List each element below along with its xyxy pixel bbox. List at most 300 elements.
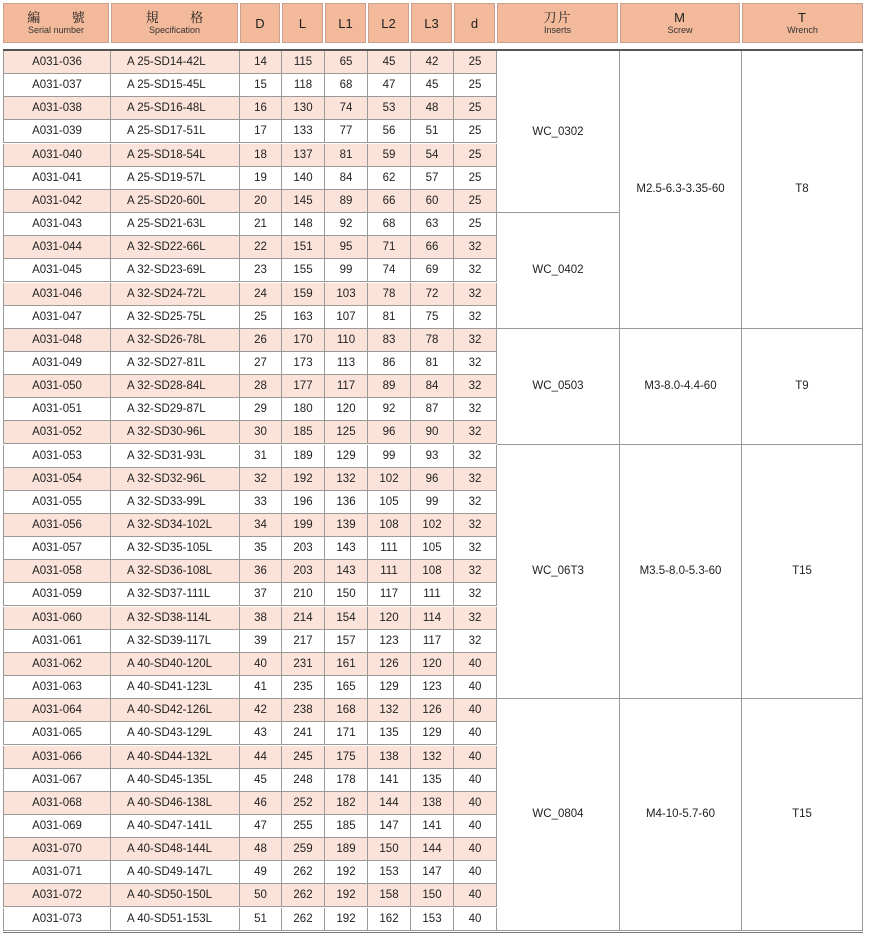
D-cell: 34 <box>240 514 282 537</box>
header-L3 <box>411 3 452 43</box>
D-cell: 18 <box>240 144 282 167</box>
D-cell: 44 <box>240 746 282 769</box>
d-cell: 40 <box>454 746 497 769</box>
specification-cell: A 32-SD33-99L <box>111 491 240 514</box>
specification-cell: A 25-SD16-48L <box>111 97 240 120</box>
wrench-group <box>742 445 863 700</box>
L2-cell: 56 <box>368 120 411 143</box>
L2-cell: 68 <box>368 213 411 236</box>
table-row <box>3 97 497 120</box>
d-cell: 32 <box>454 329 497 352</box>
D-cell: 41 <box>240 676 282 699</box>
header-L1-label: L1 <box>338 15 353 31</box>
L2-cell: 150 <box>368 838 411 861</box>
d-cell: 40 <box>454 792 497 815</box>
L2-cell: 120 <box>368 607 411 630</box>
L-cell: 262 <box>282 884 325 907</box>
d-cell: 32 <box>454 537 497 560</box>
L3-cell: 45 <box>411 74 454 97</box>
header-screw-sub: Screw <box>667 25 693 35</box>
L1-cell: 107 <box>325 306 368 329</box>
L3-cell: 138 <box>411 792 454 815</box>
D-cell: 46 <box>240 792 282 815</box>
L-cell: 196 <box>282 491 325 514</box>
L-cell: 231 <box>282 653 325 676</box>
D-cell: 50 <box>240 884 282 907</box>
header-screw <box>620 3 740 43</box>
L-cell: 151 <box>282 236 325 259</box>
L3-cell: 99 <box>411 491 454 514</box>
d-cell: 40 <box>454 861 497 884</box>
specification-cell: A 40-SD47-141L <box>111 815 240 838</box>
specification-cell: A 25-SD15-45L <box>111 74 240 97</box>
specification-cell: A 40-SD43-129L <box>111 722 240 745</box>
d-cell: 32 <box>454 560 497 583</box>
serial-number-cell: A031-065 <box>3 722 111 745</box>
d-cell: 40 <box>454 838 497 861</box>
D-cell: 32 <box>240 468 282 491</box>
table-row <box>3 491 497 514</box>
L1-cell: 182 <box>325 792 368 815</box>
wrench-group-label: T15 <box>792 808 812 821</box>
L-cell: 170 <box>282 329 325 352</box>
table-row <box>3 445 497 468</box>
specification-cell: A 25-SD19-57L <box>111 167 240 190</box>
header-L <box>282 3 323 43</box>
d-cell: 40 <box>454 676 497 699</box>
L-cell: 255 <box>282 815 325 838</box>
specification-cell: A 32-SD34-102L <box>111 514 240 537</box>
D-cell: 21 <box>240 213 282 236</box>
D-cell: 25 <box>240 306 282 329</box>
serial-number-cell: A031-070 <box>3 838 111 861</box>
specification-cell: A 32-SD23-69L <box>111 259 240 282</box>
L3-cell: 48 <box>411 97 454 120</box>
table-row <box>3 352 497 375</box>
L3-cell: 120 <box>411 653 454 676</box>
L2-cell: 111 <box>368 537 411 560</box>
specification-cell: A 32-SD36-108L <box>111 560 240 583</box>
serial-number-cell: A031-067 <box>3 769 111 792</box>
table-row <box>3 167 497 190</box>
table-row <box>3 283 497 306</box>
L-cell: 248 <box>282 769 325 792</box>
L2-cell: 138 <box>368 746 411 769</box>
D-cell: 22 <box>240 236 282 259</box>
L1-cell: 150 <box>325 583 368 606</box>
serial-number-cell: A031-047 <box>3 306 111 329</box>
header-wrench-sub: Wrench <box>787 25 818 35</box>
D-cell: 47 <box>240 815 282 838</box>
D-cell: 35 <box>240 537 282 560</box>
L1-cell: 68 <box>325 74 368 97</box>
D-cell: 17 <box>240 120 282 143</box>
header-inserts-main: 刀片 <box>543 10 572 25</box>
specification-cell: A 32-SD32-96L <box>111 468 240 491</box>
specification-cell: A 40-SD46-138L <box>111 792 240 815</box>
serial-number-cell: A031-045 <box>3 259 111 282</box>
header-spec-main: 規 格 <box>145 10 218 25</box>
L3-cell: 114 <box>411 607 454 630</box>
L3-cell: 81 <box>411 352 454 375</box>
L2-cell: 111 <box>368 560 411 583</box>
L3-cell: 42 <box>411 51 454 74</box>
table-row <box>3 583 497 606</box>
serial-number-cell: A031-048 <box>3 329 111 352</box>
inserts-group <box>497 445 620 700</box>
L1-cell: 132 <box>325 468 368 491</box>
header-L2-label: L2 <box>381 15 396 31</box>
table-row <box>3 421 497 444</box>
table-row <box>3 769 497 792</box>
d-cell: 32 <box>454 607 497 630</box>
table-row <box>3 908 497 931</box>
L-cell: 199 <box>282 514 325 537</box>
header-D <box>240 3 280 43</box>
specification-cell: A 25-SD17-51L <box>111 120 240 143</box>
header-d <box>454 3 495 43</box>
L3-cell: 96 <box>411 468 454 491</box>
inserts-group <box>497 51 620 213</box>
L-cell: 173 <box>282 352 325 375</box>
L3-cell: 105 <box>411 537 454 560</box>
inserts-group-label: WC_0302 <box>532 125 584 138</box>
specification-cell: A 32-SD31-93L <box>111 445 240 468</box>
table-row <box>3 607 497 630</box>
serial-number-cell: A031-049 <box>3 352 111 375</box>
d-cell: 32 <box>454 398 497 421</box>
inserts-group-label: WC_06T3 <box>532 565 584 578</box>
L1-cell: 143 <box>325 560 368 583</box>
L2-cell: 99 <box>368 445 411 468</box>
L-cell: 115 <box>282 51 325 74</box>
D-cell: 16 <box>240 97 282 120</box>
L3-cell: 66 <box>411 236 454 259</box>
table-row <box>3 398 497 421</box>
serial-number-cell: A031-052 <box>3 421 111 444</box>
L3-cell: 72 <box>411 283 454 306</box>
L1-cell: 185 <box>325 815 368 838</box>
L1-cell: 99 <box>325 259 368 282</box>
L3-cell: 102 <box>411 514 454 537</box>
L2-cell: 45 <box>368 51 411 74</box>
L3-cell: 144 <box>411 838 454 861</box>
inserts-group-label: WC_0804 <box>532 808 584 821</box>
serial-number-cell: A031-042 <box>3 190 111 213</box>
serial-number-cell: A031-055 <box>3 491 111 514</box>
L1-cell: 77 <box>325 120 368 143</box>
header-wrench <box>742 3 863 43</box>
d-cell: 25 <box>454 167 497 190</box>
d-cell: 40 <box>454 769 497 792</box>
table-row <box>3 537 497 560</box>
L-cell: 133 <box>282 120 325 143</box>
L1-cell: 65 <box>325 51 368 74</box>
table-row <box>3 329 497 352</box>
serial-number-cell: A031-073 <box>3 908 111 931</box>
L3-cell: 87 <box>411 398 454 421</box>
specification-cell: A 32-SD35-105L <box>111 537 240 560</box>
D-cell: 20 <box>240 190 282 213</box>
L1-cell: 157 <box>325 630 368 653</box>
table-row <box>3 722 497 745</box>
L3-cell: 123 <box>411 676 454 699</box>
table-row <box>3 884 497 907</box>
L-cell: 214 <box>282 607 325 630</box>
L3-cell: 57 <box>411 167 454 190</box>
L3-cell: 150 <box>411 884 454 907</box>
specification-cell: A 40-SD42-126L <box>111 699 240 722</box>
L2-cell: 162 <box>368 908 411 931</box>
D-cell: 24 <box>240 283 282 306</box>
specification-cell: A 25-SD21-63L <box>111 213 240 236</box>
L1-cell: 129 <box>325 445 368 468</box>
L3-cell: 78 <box>411 329 454 352</box>
table-row <box>3 514 497 537</box>
wrench-group <box>742 329 863 445</box>
d-cell: 40 <box>454 815 497 838</box>
L1-cell: 192 <box>325 884 368 907</box>
screw-group-label: M4-10-5.7-60 <box>645 808 716 821</box>
L2-cell: 141 <box>368 769 411 792</box>
L1-cell: 143 <box>325 537 368 560</box>
specification-cell: A 32-SD28-84L <box>111 375 240 398</box>
header-specification <box>111 3 238 43</box>
L-cell: 155 <box>282 259 325 282</box>
d-cell: 25 <box>454 190 497 213</box>
L1-cell: 178 <box>325 769 368 792</box>
specification-cell: A 25-SD14-42L <box>111 51 240 74</box>
D-cell: 49 <box>240 861 282 884</box>
L3-cell: 69 <box>411 259 454 282</box>
serial-number-cell: A031-058 <box>3 560 111 583</box>
header-serial-sub: Serial number <box>27 25 85 35</box>
d-cell: 32 <box>454 491 497 514</box>
table-row <box>3 861 497 884</box>
table-row <box>3 120 497 143</box>
inserts-group <box>497 329 620 445</box>
L-cell: 145 <box>282 190 325 213</box>
screw-group <box>620 445 742 700</box>
D-cell: 51 <box>240 908 282 931</box>
L2-cell: 81 <box>368 306 411 329</box>
L3-cell: 153 <box>411 908 454 931</box>
specification-cell: A 40-SD51-153L <box>111 908 240 931</box>
header-L2 <box>368 3 409 43</box>
L2-cell: 102 <box>368 468 411 491</box>
inserts-group <box>497 213 620 329</box>
L3-cell: 108 <box>411 560 454 583</box>
table-row <box>3 815 497 838</box>
serial-number-cell: A031-043 <box>3 213 111 236</box>
table-row <box>3 792 497 815</box>
L3-cell: 135 <box>411 769 454 792</box>
d-cell: 40 <box>454 722 497 745</box>
L3-cell: 129 <box>411 722 454 745</box>
serial-number-cell: A031-053 <box>3 445 111 468</box>
L1-cell: 117 <box>325 375 368 398</box>
table-row <box>3 838 497 861</box>
header-inserts-sub: Inserts <box>543 25 571 35</box>
serial-number-cell: A031-037 <box>3 74 111 97</box>
D-cell: 33 <box>240 491 282 514</box>
table-row <box>3 630 497 653</box>
d-cell: 25 <box>454 144 497 167</box>
d-cell: 25 <box>454 120 497 143</box>
d-cell: 32 <box>454 306 497 329</box>
d-cell: 32 <box>454 583 497 606</box>
inserts-group <box>497 699 620 931</box>
header-D-label: D <box>255 15 265 31</box>
serial-number-cell: A031-069 <box>3 815 111 838</box>
L2-cell: 144 <box>368 792 411 815</box>
D-cell: 15 <box>240 74 282 97</box>
d-cell: 32 <box>454 352 497 375</box>
screw-group-label: M2.5-6.3-3.35-60 <box>636 183 725 196</box>
specification-cell: A 32-SD25-75L <box>111 306 240 329</box>
serial-number-cell: A031-057 <box>3 537 111 560</box>
d-cell: 32 <box>454 514 497 537</box>
L1-cell: 92 <box>325 213 368 236</box>
L3-cell: 63 <box>411 213 454 236</box>
L-cell: 192 <box>282 468 325 491</box>
L2-cell: 158 <box>368 884 411 907</box>
specification-cell: A 25-SD20-60L <box>111 190 240 213</box>
wrench-group-label: T9 <box>795 380 809 393</box>
L1-cell: 165 <box>325 676 368 699</box>
L-cell: 259 <box>282 838 325 861</box>
D-cell: 27 <box>240 352 282 375</box>
specification-cell: A 32-SD22-66L <box>111 236 240 259</box>
header-inserts <box>497 3 618 43</box>
d-cell: 25 <box>454 74 497 97</box>
L1-cell: 103 <box>325 283 368 306</box>
L-cell: 180 <box>282 398 325 421</box>
L1-cell: 95 <box>325 236 368 259</box>
D-cell: 40 <box>240 653 282 676</box>
specification-cell: A 32-SD27-81L <box>111 352 240 375</box>
serial-number-cell: A031-060 <box>3 607 111 630</box>
d-cell: 25 <box>454 51 497 74</box>
L3-cell: 93 <box>411 445 454 468</box>
L1-cell: 110 <box>325 329 368 352</box>
L1-cell: 120 <box>325 398 368 421</box>
serial-number-cell: A031-040 <box>3 144 111 167</box>
L2-cell: 132 <box>368 699 411 722</box>
L1-cell: 168 <box>325 699 368 722</box>
wrench-group <box>742 699 863 931</box>
D-cell: 36 <box>240 560 282 583</box>
screw-group-label: M3.5-8.0-5.3-60 <box>639 565 722 578</box>
L-cell: 245 <box>282 746 325 769</box>
serial-number-cell: A031-056 <box>3 514 111 537</box>
D-cell: 14 <box>240 51 282 74</box>
L1-cell: 136 <box>325 491 368 514</box>
L2-cell: 135 <box>368 722 411 745</box>
L-cell: 185 <box>282 421 325 444</box>
d-cell: 40 <box>454 908 497 931</box>
L-cell: 203 <box>282 537 325 560</box>
L-cell: 118 <box>282 74 325 97</box>
table-row <box>3 375 497 398</box>
L2-cell: 66 <box>368 190 411 213</box>
L3-cell: 126 <box>411 699 454 722</box>
header-L-label: L <box>298 15 307 31</box>
L1-cell: 84 <box>325 167 368 190</box>
serial-number-cell: A031-039 <box>3 120 111 143</box>
specification-cell: A 32-SD39-117L <box>111 630 240 653</box>
L2-cell: 108 <box>368 514 411 537</box>
L1-cell: 189 <box>325 838 368 861</box>
D-cell: 37 <box>240 583 282 606</box>
specification-cell: A 40-SD45-135L <box>111 769 240 792</box>
specification-cell: A 40-SD49-147L <box>111 861 240 884</box>
L3-cell: 147 <box>411 861 454 884</box>
D-cell: 23 <box>240 259 282 282</box>
L-cell: 235 <box>282 676 325 699</box>
D-cell: 38 <box>240 607 282 630</box>
L-cell: 252 <box>282 792 325 815</box>
L-cell: 159 <box>282 283 325 306</box>
L1-cell: 154 <box>325 607 368 630</box>
L-cell: 217 <box>282 630 325 653</box>
L3-cell: 141 <box>411 815 454 838</box>
L3-cell: 117 <box>411 630 454 653</box>
L-cell: 203 <box>282 560 325 583</box>
serial-number-cell: A031-041 <box>3 167 111 190</box>
specification-cell: A 32-SD37-111L <box>111 583 240 606</box>
d-cell: 40 <box>454 884 497 907</box>
serial-number-cell: A031-054 <box>3 468 111 491</box>
L2-cell: 86 <box>368 352 411 375</box>
specification-cell: A 32-SD38-114L <box>111 607 240 630</box>
L1-cell: 74 <box>325 97 368 120</box>
L1-cell: 171 <box>325 722 368 745</box>
D-cell: 29 <box>240 398 282 421</box>
specification-cell: A 40-SD40-120L <box>111 653 240 676</box>
table-row <box>3 51 497 74</box>
L2-cell: 74 <box>368 259 411 282</box>
d-cell: 32 <box>454 421 497 444</box>
L2-cell: 129 <box>368 676 411 699</box>
L1-cell: 81 <box>325 144 368 167</box>
D-cell: 48 <box>240 838 282 861</box>
table-row <box>3 746 497 769</box>
wrench-group-label: T15 <box>792 565 812 578</box>
screw-group <box>620 329 742 445</box>
L3-cell: 75 <box>411 306 454 329</box>
L2-cell: 105 <box>368 491 411 514</box>
L3-cell: 132 <box>411 746 454 769</box>
L-cell: 148 <box>282 213 325 236</box>
serial-number-cell: A031-061 <box>3 630 111 653</box>
L-cell: 140 <box>282 167 325 190</box>
d-cell: 32 <box>454 630 497 653</box>
D-cell: 28 <box>240 375 282 398</box>
d-cell: 40 <box>454 699 497 722</box>
header-serial-number <box>3 3 109 43</box>
header-L1 <box>325 3 366 43</box>
spec-table <box>3 49 863 933</box>
table-row <box>3 468 497 491</box>
serial-number-cell: A031-071 <box>3 861 111 884</box>
inserts-group-label: WC_0402 <box>532 264 584 277</box>
header-spec-sub: Specification <box>148 25 201 35</box>
D-cell: 31 <box>240 445 282 468</box>
d-cell: 25 <box>454 97 497 120</box>
serial-number-cell: A031-066 <box>3 746 111 769</box>
L1-cell: 192 <box>325 861 368 884</box>
